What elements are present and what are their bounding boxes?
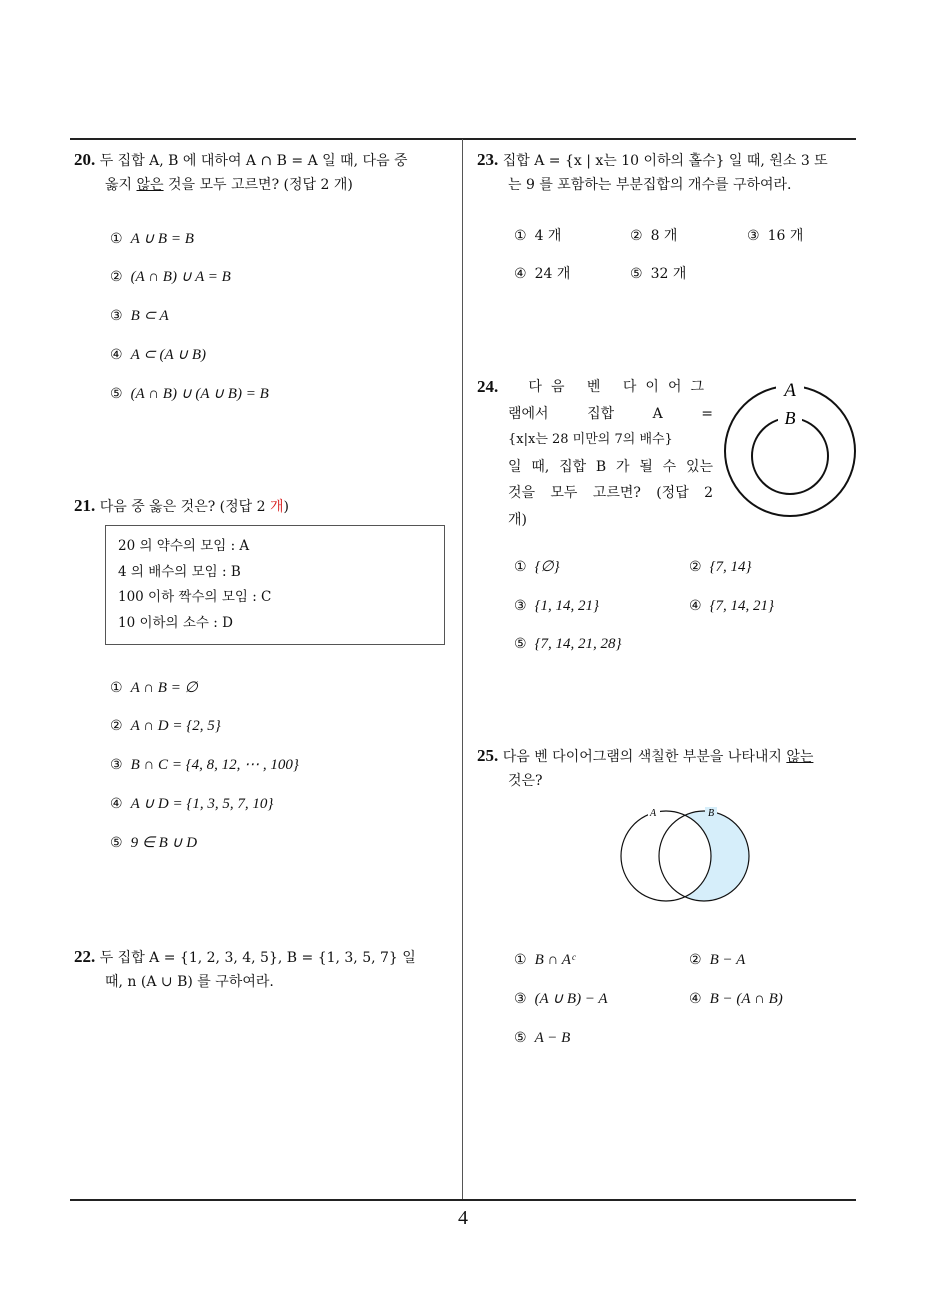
choice-24-3[interactable]: ③ {1, 14, 21} (514, 598, 600, 614)
choice-20-1[interactable]: ① A ∪ B = B (110, 231, 194, 247)
question-22: 22. 두 집합 A = {1, 2, 3, 4, 5}, B = {1, 3, 5, 7} 일 때, n (A ∪ B) 를 구하여라. (74, 947, 416, 990)
underlined-word: 않은 (136, 177, 164, 193)
question-number: 21. (74, 496, 96, 515)
choice-23-4[interactable]: ④ 24 개 (514, 266, 571, 282)
label-a: A (649, 808, 657, 819)
outer-circle-a (725, 386, 855, 516)
choice-23-3[interactable]: ③ 16 개 (747, 228, 804, 244)
question-number: 23. (477, 150, 499, 169)
highlighted-word: 개 (270, 499, 284, 515)
choice-20-5[interactable]: ⑤ (A ∩ B) ∪ (A ∪ B) = B (110, 386, 269, 402)
box-line: 100 이하 짝수의 모임 : C (118, 589, 272, 605)
choice-25-3[interactable]: ③ (A ∪ B) − A (514, 991, 608, 1007)
choice-21-2[interactable]: ② A ∩ D = {2, 5} (110, 718, 221, 734)
choice-21-4[interactable]: ④ A ∪ D = {1, 3, 5, 7, 10} (110, 796, 274, 812)
box-line: 4 의 배수의 모임 : B (118, 563, 241, 580)
underlined-word: 않는 (786, 749, 814, 765)
venn-diagram-shaded (600, 804, 770, 908)
choice-21-3[interactable]: ③ B ∩ C = {4, 8, 12, ⋯ , 100} (110, 757, 299, 773)
definition-box (105, 525, 445, 645)
question-20: 20. 두 집합 A, B 에 대하여 A ∩ B = A 일 때, 다음 중 옳지 않은 것을 모두 고르면? (정답 2 개) (74, 150, 408, 193)
question-21: 21. 다음 중 옳은 것은? (정답 2 개) (74, 496, 289, 515)
top-rule (70, 138, 856, 140)
question-number: 22. (74, 947, 96, 966)
choice-25-5[interactable]: ⑤ A − B (514, 1030, 571, 1046)
choice-24-5[interactable]: ⑤ {7, 14, 21, 28} (514, 636, 622, 652)
page-number: 4 (458, 1207, 468, 1229)
choice-20-3[interactable]: ③ B ⊂ A (110, 308, 169, 324)
question-24: 24. 다음 벤 다이어그 램에서 집합 A = {x|x는 28 미만의 7의 배수} 일 때, 집합 B 가 될 수 있는 것을 모두 고르면? (정답 2 개) (477, 374, 713, 533)
label-a: A (784, 380, 796, 401)
bottom-rule (70, 1199, 856, 1201)
label-b: B (784, 408, 796, 428)
choice-25-4[interactable]: ④ B − (A ∩ B) (689, 991, 783, 1007)
choice-25-1[interactable]: ① B ∩ Aᶜ (514, 952, 575, 968)
choice-24-4[interactable]: ④ {7, 14, 21} (689, 598, 775, 614)
question-text-line1: 두 집합 A, B 에 대하여 A ∩ B = A 일 때, 다음 중 (99, 153, 408, 169)
question-number: 20. (74, 150, 96, 169)
choice-20-4[interactable]: ④ A ⊂ (A ∪ B) (110, 347, 207, 363)
question-25: 25. 다음 벤 다이어그램의 색칠한 부분을 나타내지 않는 것은? (477, 746, 814, 789)
column-divider (462, 139, 463, 1201)
box-line: 20 의 약수의 모임 : A (118, 538, 250, 554)
choice-20-2[interactable]: ② (A ∩ B) ∪ A = B (110, 269, 231, 285)
choice-23-1[interactable]: ① 4 개 (514, 228, 562, 244)
box-line: 10 이하의 소수 : D (118, 614, 233, 631)
choice-24-1[interactable]: ① {∅} (514, 559, 560, 575)
inner-circle-b (752, 418, 828, 494)
question-23: 23. 집합 A = {x | x는 10 이하의 홀수} 일 때, 원소 3 또 는 9 를 포함하는 부분집합의 개수를 구하여라. (477, 150, 828, 193)
label-b: B (707, 808, 715, 819)
choice-23-5[interactable]: ⑤ 32 개 (630, 266, 687, 282)
nested-venn-diagram (720, 378, 864, 524)
choice-23-2[interactable]: ② 8 개 (630, 228, 678, 244)
choice-21-5[interactable]: ⑤ 9 ∈ B ∪ D (110, 835, 198, 851)
choice-25-2[interactable]: ② B − A (689, 952, 746, 968)
choice-21-1[interactable]: ① A ∩ B = ∅ (110, 680, 198, 696)
question-number: 25. (477, 746, 499, 765)
choice-24-2[interactable]: ② {7, 14} (689, 559, 752, 575)
question-number: 24. (477, 377, 499, 396)
